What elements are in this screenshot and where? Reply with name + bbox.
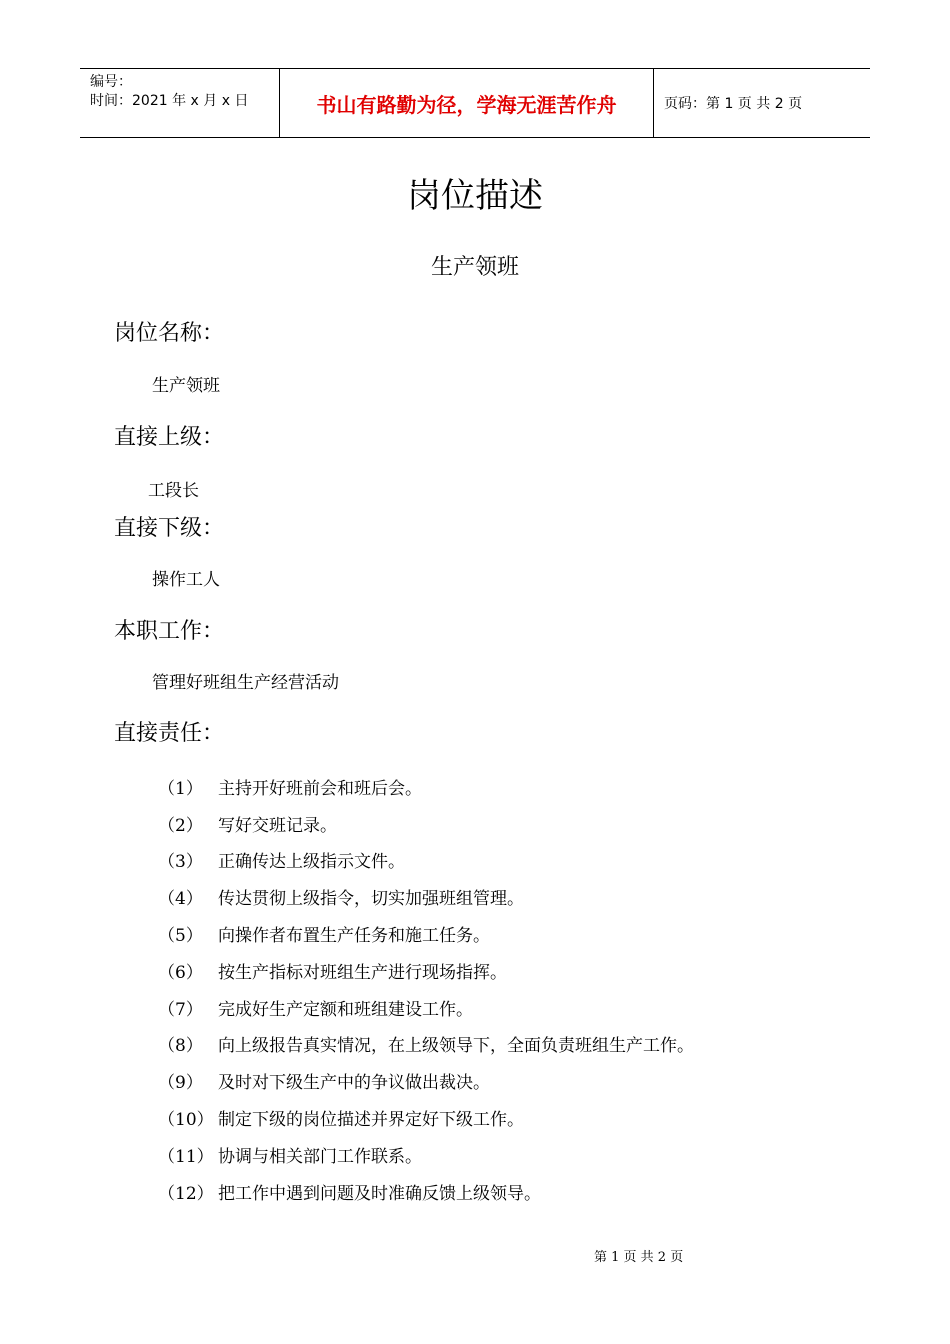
time-label: 时间：2021 年 x 月 x 日 [90,93,249,109]
item-number: （3） [158,852,203,873]
position-name-heading: 岗位名称： [114,321,225,346]
list-item [158,1062,858,1099]
list-item [158,1026,858,1063]
duties-list [158,768,858,1210]
core-work-heading: 本职工作： [114,619,225,644]
core-work-value: 管理好班组生产经营活动 [152,673,339,693]
position-name-value: 生产领班 [152,376,220,396]
list-item [158,1173,858,1210]
item-number: （11） [158,1146,214,1167]
list-item [158,1099,858,1136]
item-number: （6） [158,962,203,983]
direct-subordinate-heading: 直接下级： [114,516,225,541]
item-text: 协调与相关部门工作联系。 [218,1146,422,1167]
list-item [158,878,858,915]
item-number: （1） [158,778,203,799]
list-item [158,989,858,1026]
number-label: 编号： [90,74,132,90]
header-motto: 书山有路勤为径，学海无涯苦作舟 [280,69,654,137]
page-footer: 第 1 页 共 2 页 [594,1250,684,1265]
item-text: 把工作中遇到问题及时准确反馈上级领导。 [218,1183,541,1204]
item-number: （8） [158,1036,203,1057]
direct-subordinate-value: 操作工人 [152,570,220,590]
document-subtitle: 生产领班 [430,255,519,280]
document-title: 岗位描述 [407,176,543,216]
item-text: 正确传达上级指示文件。 [218,852,405,873]
page-header [80,68,870,138]
item-text: 向操作者布置生产任务和施工任务。 [218,926,490,947]
list-item [158,915,858,952]
header-page-info: 页码：第 1 页 共 2 页 [664,96,803,112]
item-text: 完成好生产定额和班组建设工作。 [218,999,473,1020]
item-number: （5） [158,926,203,947]
item-number: （9） [158,1073,203,1094]
direct-superior-heading: 直接上级： [114,425,225,450]
item-text: 制定下级的岗位描述并界定好下级工作。 [218,1110,524,1131]
item-text: 按生产指标对班组生产进行现场指挥。 [218,962,507,983]
item-number: （12） [158,1183,214,1204]
item-number: （7） [158,999,203,1020]
list-item [158,842,858,879]
item-text: 主持开好班前会和班后会。 [218,778,422,799]
item-text: 及时对下级生产中的争议做出裁决。 [218,1073,490,1094]
item-text: 写好交班记录。 [218,815,337,836]
item-number: （4） [158,889,203,910]
list-item [158,952,858,989]
header-meta [80,69,280,137]
list-item [158,1136,858,1173]
item-number: （2） [158,815,203,836]
item-text: 传达贯彻上级指令，切实加强班组管理。 [218,889,524,910]
direct-superior-value: 工段长 [148,481,199,501]
list-item [158,805,858,842]
item-text: 向上级报告真实情况，在上级领导下，全面负责班组生产工作。 [218,1036,694,1057]
list-item [158,768,858,805]
direct-duties-heading: 直接责任： [114,721,225,746]
item-number: （10） [158,1110,214,1131]
